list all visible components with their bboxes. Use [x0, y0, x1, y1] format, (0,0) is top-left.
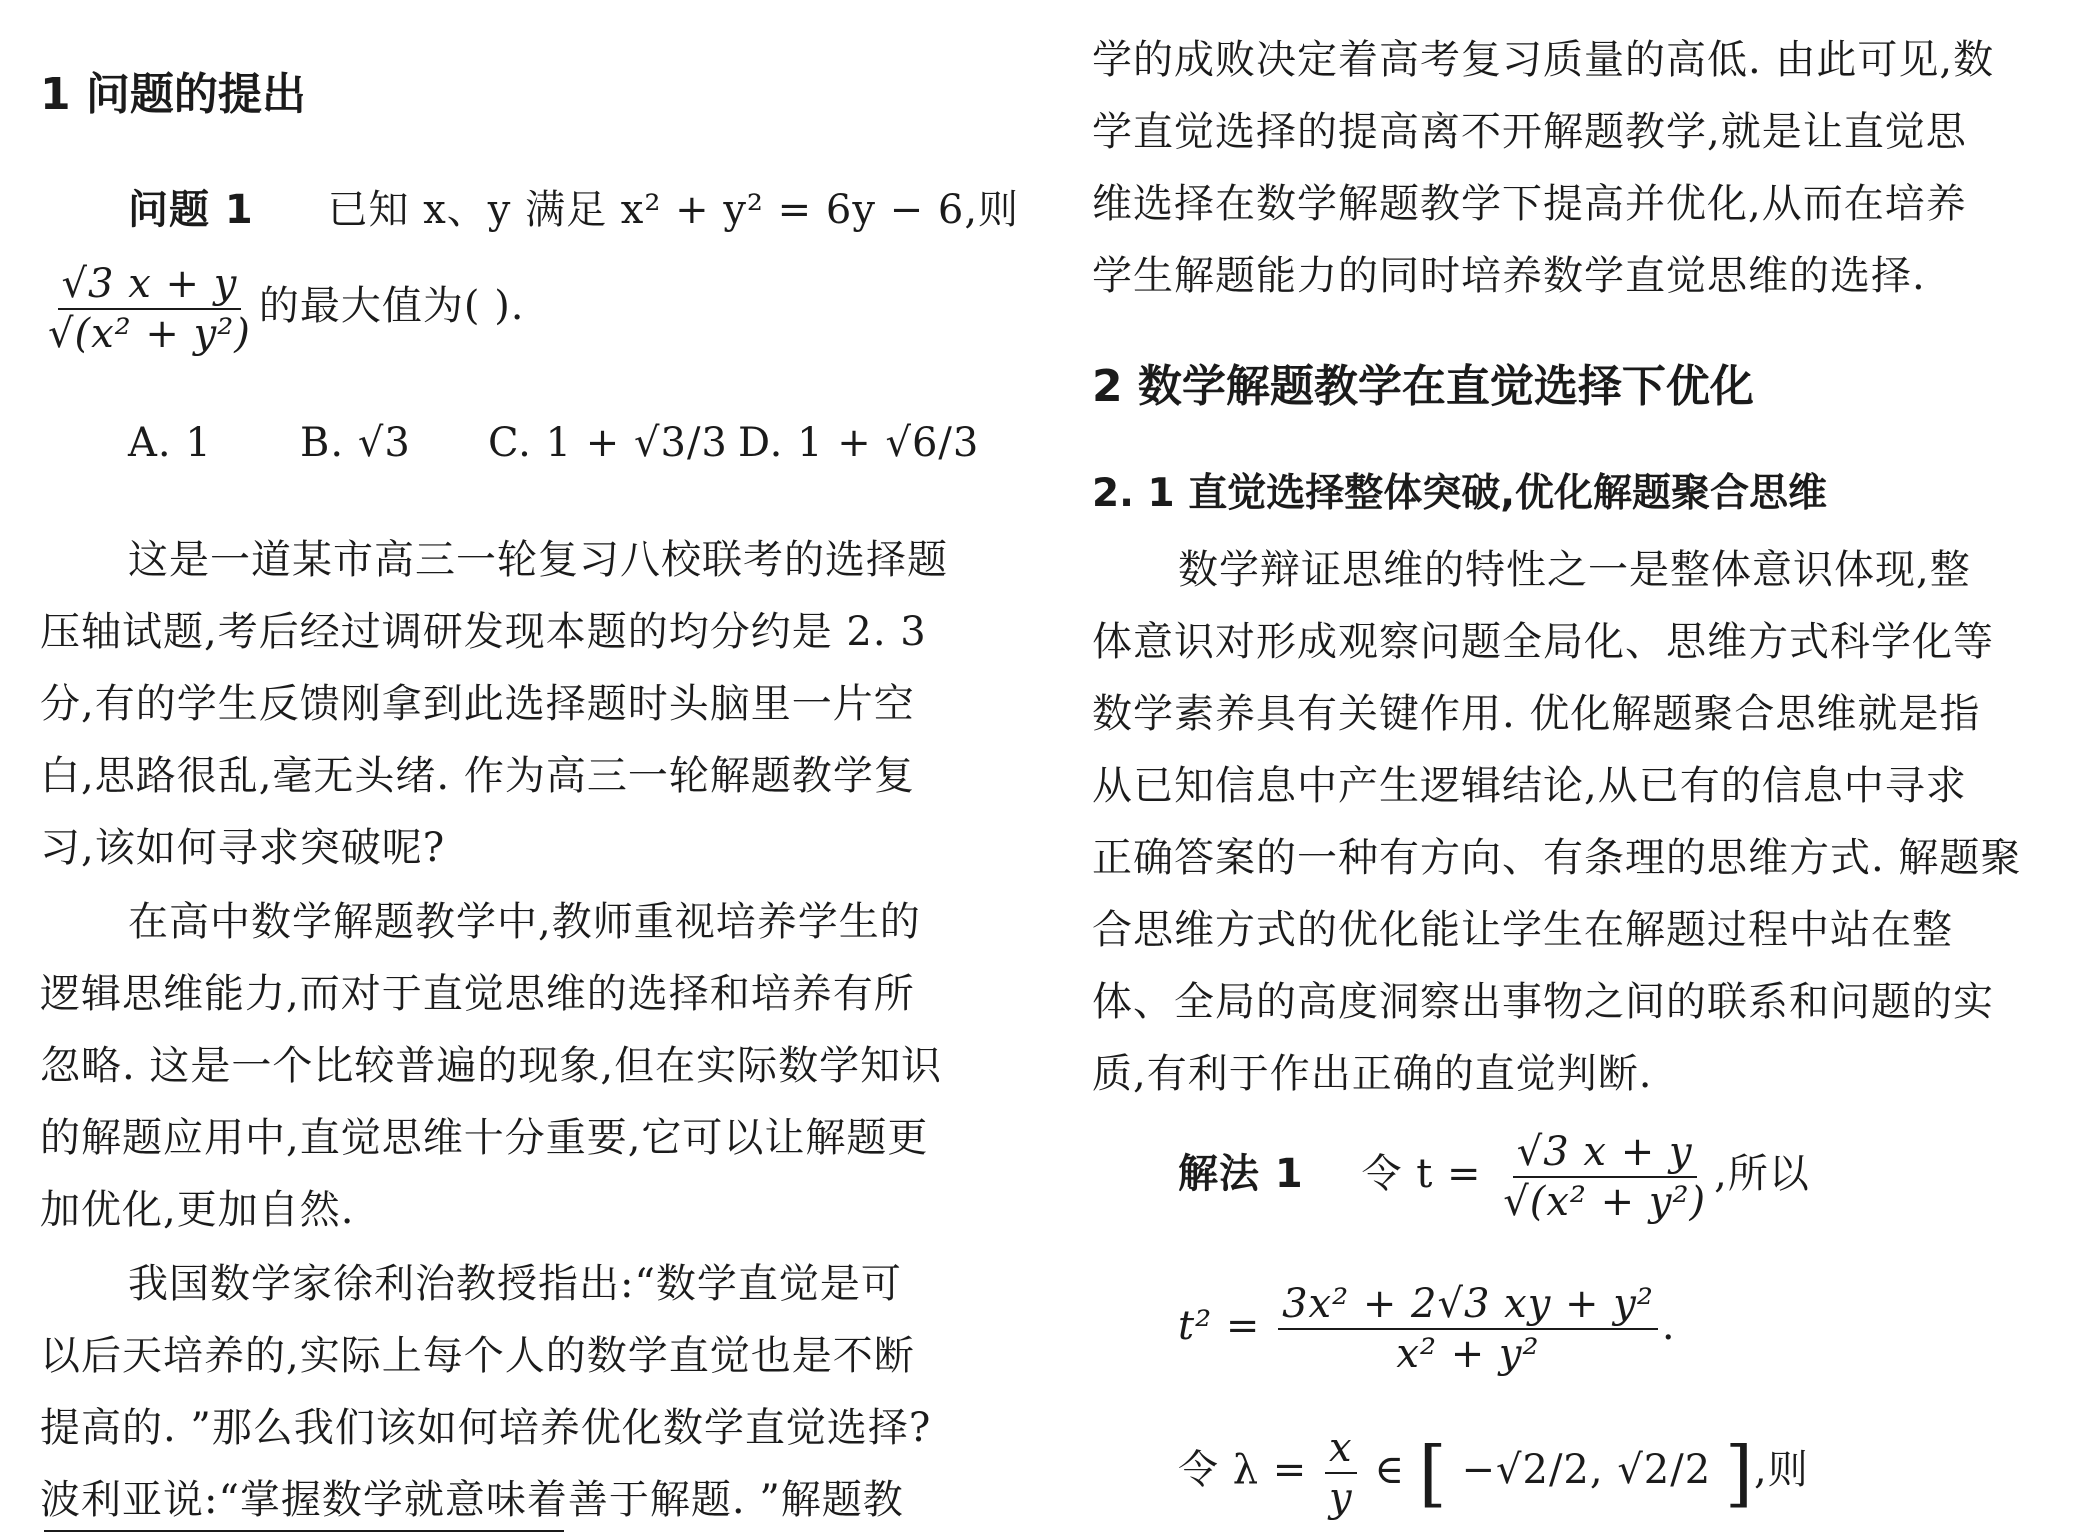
- para4-line: 数学素养具有关键作用. 优化解题聚合思维就是指: [1092, 691, 1981, 737]
- lambda-interval-lower: −√2/2: [1461, 1447, 1590, 1493]
- para3-line: 波利亚说:“掌握数学就意味着善于解题. ”解题教: [40, 1477, 904, 1523]
- para-cont-line: 维选择在数学解题教学下提高并优化,从而在培养: [1092, 181, 1967, 227]
- para2-line: 逻辑思维能力,而对于直觉思维的选择和培养有所: [40, 971, 915, 1017]
- section-heading-2: 2 数学解题教学在直觉选择下优化: [1092, 361, 1754, 412]
- para4-line: 数学辩证思维的特性之一是整体意识体现,整: [1178, 547, 1971, 593]
- left-bracket: [: [1418, 1431, 1448, 1515]
- problem-suffix: 的最大值为( ).: [258, 283, 525, 329]
- para4-line: 从已知信息中产生逻辑结论,从已有的信息中寻求: [1092, 763, 1967, 809]
- para1-line: 习,该如何寻求突破呢?: [40, 825, 446, 871]
- para4-line: 合思维方式的优化能让学生在解题过程中站在整: [1092, 907, 1953, 953]
- para3-line: 提高的. ”那么我们该如何培养优化数学直觉选择?: [40, 1405, 932, 1451]
- para-cont-line: 学生解题能力的同时培养数学直觉思维的选择.: [1092, 253, 1926, 299]
- para4-line: 正确答案的一种有方向、有条理的思维方式. 解题聚: [1092, 835, 2022, 881]
- para2-line: 忽略. 这是一个比较普遍的现象,但在实际数学知识: [40, 1043, 943, 1089]
- lambda-let: 令 λ =: [1178, 1447, 1308, 1493]
- para3-line: 我国数学家徐利治教授指出:“数学直觉是可: [128, 1261, 902, 1307]
- para2-line: 的解题应用中,直觉思维十分重要,它可以让解题更: [40, 1115, 929, 1161]
- problem-text: 已知 x、y 满足 x² + y² = 6y − 6,则: [327, 187, 1020, 233]
- t-squared-numerator: 3x² + 2√3 xy + y²: [1278, 1282, 1658, 1330]
- option-a: A. 1: [128, 420, 212, 466]
- para2-line: 加优化,更加自然.: [40, 1187, 355, 1233]
- para1-line: 分,有的学生反馈刚拿到此选择题时头脑里一片空: [40, 681, 915, 727]
- para1-line: 白,思路很乱,毫无头绪. 作为高三一轮解题教学复: [40, 753, 915, 799]
- lambda-equation: 令 λ = $\frac{x}{y}$ ∈ [ −√2/2, √2/2 ],则: [1178, 1425, 1809, 1521]
- section-heading-1: 1 问题的提出: [40, 69, 306, 120]
- lambda-in-symbol: ∈: [1374, 1447, 1405, 1493]
- solution-fraction-denominator: √(x² + y²): [1503, 1179, 1707, 1225]
- para1-line: 压轴试题,考后经过调研发现本题的均分约是 2. 3: [40, 609, 927, 655]
- para1-line: 这是一道某市高三一轮复习八校联考的选择题: [128, 537, 948, 583]
- para-cont-line: 学的成败决定着高考复习质量的高低. 由此可见,数: [1092, 37, 1995, 83]
- problem-fraction-numerator: √3 x + y: [58, 262, 242, 310]
- lambda-suffix: ,则: [1754, 1447, 1809, 1493]
- solution-suffix: ,所以: [1714, 1151, 1810, 1197]
- lambda-fraction: [1325, 1426, 1357, 1520]
- solution-label: 解法 1: [1178, 1151, 1304, 1197]
- footnote-rule: [44, 1530, 564, 1532]
- subsection-heading-2-1: 2. 1 直觉选择整体突破,优化解题聚合思维: [1092, 471, 1828, 516]
- para-cont-line: 学直觉选择的提高离不开解题教学,就是让直觉思: [1092, 109, 1967, 155]
- lambda-denominator: y: [1329, 1475, 1353, 1521]
- lambda-numerator: x: [1325, 1426, 1357, 1474]
- problem-label: 问题 1: [128, 187, 254, 233]
- problem-statement: [128, 178, 1019, 235]
- solution-fraction-numerator: √3 x + y: [1513, 1130, 1697, 1178]
- para4-line: 质,有利于作出正确的直觉判断.: [1092, 1051, 1653, 1097]
- t-squared-fraction: [1278, 1282, 1658, 1376]
- problem-fraction-denominator: √(x² + y²): [48, 311, 251, 357]
- para4-line: 体、全局的高度洞察出事物之间的联系和问题的实: [1092, 979, 1994, 1025]
- option-b: B. √3: [300, 420, 411, 466]
- solution-let-t: 令 t =: [1361, 1151, 1482, 1197]
- t-squared-lhs: t² =: [1178, 1303, 1261, 1349]
- problem-expression: [40, 262, 525, 356]
- para4-line: 体意识对形成观察问题全局化、思维方式科学化等: [1092, 619, 1994, 665]
- para2-line: 在高中数学解题教学中,教师重视培养学生的: [128, 899, 921, 945]
- solution-1-line: [1178, 1130, 1810, 1224]
- para3-line: 以后天培养的,实际上每个人的数学直觉也是不断: [40, 1333, 915, 1379]
- right-bracket: ]: [1724, 1431, 1754, 1515]
- problem-fraction: [44, 262, 255, 356]
- option-d: D. 1 + √6/3: [738, 420, 980, 466]
- lambda-interval-upper: √2/2: [1617, 1447, 1712, 1493]
- option-c: C. 1 + √3/3: [488, 420, 728, 466]
- t-squared-equation: t² = $\frac{\text{3x² + 2√3 xy + y²}}{\text{x² + y²}}$ .: [1178, 1281, 1676, 1377]
- solution-fraction: [1499, 1130, 1710, 1224]
- t-squared-denominator: x² + y²: [1396, 1331, 1540, 1377]
